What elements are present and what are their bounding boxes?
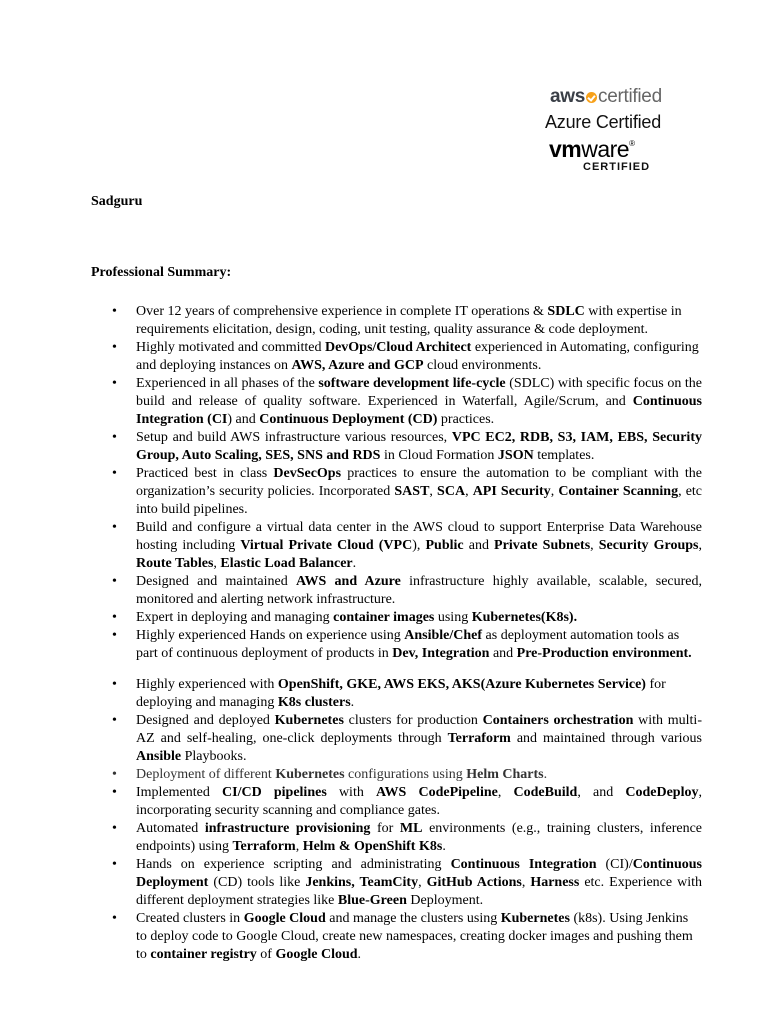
bullet-bold-text: CodeBuild bbox=[513, 785, 578, 800]
vmware-ware: ware bbox=[581, 136, 630, 162]
bullet-text: as deployment automation tools as part of continuous deployment of products in bbox=[136, 628, 680, 661]
bullet-text: , bbox=[698, 538, 703, 553]
summary-bullet bbox=[112, 784, 702, 820]
bullet-bold-text: API Security bbox=[472, 484, 551, 499]
bullet-bold-text: Container Scanning bbox=[558, 484, 679, 499]
bullet-text: templates. bbox=[533, 448, 595, 463]
bullet-bold-text: Private Subnets bbox=[494, 538, 591, 553]
bullet-text: Highly motivated and committed bbox=[136, 340, 325, 355]
bullet-text: . bbox=[350, 695, 355, 710]
bullet-bold-text: DevSecOps bbox=[273, 466, 342, 481]
bullet-bold-text: Ansible/Chef bbox=[404, 628, 483, 643]
bullet-text: . bbox=[352, 556, 357, 571]
bullet-text: Designed and maintained bbox=[136, 574, 296, 589]
summary-bullet bbox=[112, 519, 702, 573]
bullet-bold-text: Containers orchestration bbox=[482, 713, 634, 728]
bullet-text: (k8s). Using Jenkins to deploy code to Google Cloud, create new namespaces, creating docker images and pushing them to bbox=[136, 911, 693, 962]
bullet-text: experienced in Automating, configuring and deploying instances on bbox=[136, 340, 699, 373]
bullet-bold-text: Jenkins, TeamCity bbox=[305, 875, 419, 890]
bullet-bold-text: container images bbox=[333, 610, 435, 625]
bullet-text: , bbox=[295, 839, 303, 854]
bullet-text: infrastructure highly available, scalable, secured, monitored and alerting network infrastructure. bbox=[136, 574, 702, 607]
bullet-text: . bbox=[442, 839, 446, 854]
bullet-text: , bbox=[418, 875, 427, 890]
bullet-text: for deploying and managing bbox=[136, 677, 666, 710]
bullet-bold-text: Route Tables bbox=[136, 556, 214, 571]
bullet-text: Deployment of different bbox=[136, 767, 276, 782]
summary-bullet bbox=[112, 910, 702, 964]
bullet-text: with bbox=[326, 785, 376, 800]
summary-bullet bbox=[112, 429, 702, 465]
bullet-bold-text: Elastic Load Balancer bbox=[220, 556, 353, 571]
summary-bullet bbox=[112, 609, 702, 627]
bullet-bold-text: Kubernetes bbox=[275, 767, 345, 782]
bullet-bold-text: CI/CD pipelines bbox=[222, 785, 327, 800]
bullet-bold-text: SDLC bbox=[547, 304, 585, 319]
summary-bullet bbox=[112, 766, 702, 784]
bullet-bold-text: Blue-Green bbox=[337, 893, 407, 908]
summary-bullet bbox=[112, 573, 702, 609]
bullet-text: , bbox=[213, 556, 221, 571]
bullet-bold-text: OpenShift, GKE, AWS EKS, AKS(Azure Kubernetes Service) bbox=[277, 677, 646, 692]
bullet-text: and maintained through various bbox=[510, 731, 702, 746]
bullet-text: Expert in deploying and managing bbox=[136, 610, 334, 625]
vmware-certified-label: CERTIFIED bbox=[583, 161, 651, 173]
bullet-bold-text: Continuous Integration (CI bbox=[136, 394, 702, 427]
aws-wordmark: aws bbox=[550, 86, 586, 107]
bullet-text: cloud environments. bbox=[423, 358, 542, 373]
bullet-bold-text: Continuous Deployment bbox=[136, 857, 702, 890]
bullet-bold-text: ML bbox=[399, 821, 423, 836]
bullet-text: , bbox=[497, 785, 514, 800]
bullet-text: (SDLC) with specific focus on the build and release of quality software. Experienced in Waterfall, Agile/Scrum, and bbox=[136, 376, 702, 409]
bullet-text: Highly experienced Hands on experience using bbox=[136, 628, 405, 643]
bullet-bold-text: Kubernetes bbox=[274, 713, 344, 728]
bullet-text: . bbox=[543, 767, 548, 782]
bullet-bold-text: Helm & OpenShift K8s bbox=[302, 839, 443, 854]
bullet-bold-text: software development life-cycle bbox=[318, 376, 506, 391]
bullet-text: environments (e.g., training clusters, inference endpoints) using bbox=[136, 821, 702, 854]
bullet-text: ), bbox=[412, 538, 426, 553]
bullet-text: Automated bbox=[136, 821, 205, 836]
bullet-bold-text: Security Groups bbox=[598, 538, 699, 553]
bullet-text: Hands on experience scripting and administrating bbox=[136, 857, 451, 872]
bullet-bold-text: Pre-Production environment. bbox=[516, 646, 692, 661]
bullet-bold-text: AWS, Azure and GCP bbox=[291, 358, 424, 373]
bullet-bold-text: Terraform bbox=[232, 839, 296, 854]
bullet-text: Build and configure a virtual data center in the AWS cloud to support Enterprise Data Warehouse hosting including bbox=[136, 520, 702, 553]
bullet-bold-text: Public bbox=[425, 538, 464, 553]
bullet-text: practices. bbox=[437, 412, 495, 427]
bullet-text: Implemented bbox=[136, 785, 223, 800]
candidate-name: Sadguru bbox=[91, 194, 143, 209]
bullet-text: , bbox=[550, 484, 559, 499]
bullet-bold-text: AWS and Azure bbox=[295, 574, 401, 589]
bullet-text: in Cloud Formation bbox=[380, 448, 498, 463]
bullet-bold-text: Kubernetes(K8s). bbox=[471, 610, 578, 625]
bullet-text: , bbox=[521, 875, 531, 890]
bullet-bold-text: Helm Charts bbox=[466, 767, 544, 782]
bullet-bold-text: CodeDeploy bbox=[625, 785, 699, 800]
bullet-text: (CI)/ bbox=[596, 857, 633, 872]
bullet-text: and manage the clusters using bbox=[325, 911, 501, 926]
bullet-bold-text: Harness bbox=[530, 875, 580, 890]
bullet-text: of bbox=[256, 947, 276, 962]
bullet-bold-text: SCA bbox=[437, 484, 466, 499]
bullet-text: and bbox=[489, 646, 517, 661]
bullet-text: , and bbox=[577, 785, 626, 800]
bullet-text: with multi-AZ and self-healing, one-click deployments through bbox=[136, 713, 702, 746]
summary-bullet bbox=[112, 676, 702, 712]
bullet-text: Created clusters in bbox=[136, 911, 244, 926]
summary-bullet bbox=[112, 856, 702, 910]
bullet-text: Experienced in all phases of the bbox=[136, 376, 319, 391]
bullet-bold-text: Google Cloud bbox=[275, 947, 358, 962]
bullet-text: using bbox=[434, 610, 472, 625]
check-badge-icon bbox=[586, 92, 597, 103]
aws-certified-logo bbox=[550, 86, 662, 108]
bullet-text: , bbox=[429, 484, 438, 499]
summary-bullet bbox=[112, 303, 702, 339]
bullet-text: ) and bbox=[227, 412, 260, 427]
bullet-text: Highly experienced with bbox=[136, 677, 278, 692]
bullet-bold-text: SAST bbox=[394, 484, 430, 499]
bullet-text: . bbox=[357, 947, 362, 962]
bullet-bold-text: DevOps/Cloud Architect bbox=[324, 340, 472, 355]
bullet-bold-text: Terraform bbox=[447, 731, 511, 746]
summary-bullet bbox=[112, 375, 702, 429]
bullet-text: Designed and deployed bbox=[136, 713, 275, 728]
summary-bullet bbox=[112, 712, 702, 766]
bullet-text: Practiced best in class bbox=[136, 466, 274, 481]
summary-bullet bbox=[112, 339, 702, 375]
bullet-bold-text: Ansible bbox=[136, 749, 182, 764]
bullet-text: Setup and build AWS infrastructure various resources, bbox=[136, 430, 452, 445]
bullet-bold-text: infrastructure provisioning bbox=[204, 821, 371, 836]
aws-certified-label: certified bbox=[598, 86, 662, 107]
bullet-bold-text: AWS CodePipeline bbox=[376, 785, 498, 800]
bullet-text: Deployment. bbox=[406, 893, 484, 908]
bullet-text: , bbox=[590, 538, 599, 553]
bullet-bold-text: container registry bbox=[150, 947, 257, 962]
summary-bullet bbox=[112, 465, 702, 519]
bullet-text: clusters for production bbox=[343, 713, 483, 728]
bullet-bold-text: Continuous Integration bbox=[450, 857, 597, 872]
bullet-text: Playbooks. bbox=[181, 749, 247, 764]
summary-bullet bbox=[112, 820, 702, 856]
bullet-text: , bbox=[465, 484, 473, 499]
bullet-bold-text: VPC EC2, RDB, S3, IAM, EBS, Security Group, Auto Scaling, SES, SNS and RDS bbox=[136, 430, 702, 463]
bullet-bold-text: GitHub Actions bbox=[426, 875, 522, 890]
bullet-text: Over 12 years of comprehensive experience in complete IT operations & bbox=[136, 304, 548, 319]
bullet-text: with expertise in requirements elicitation, design, coding, unit testing, quality assurance & code deployment. bbox=[136, 304, 682, 337]
bullet-bold-text: Continuous Deployment (CD) bbox=[259, 412, 438, 427]
bullet-text: etc. Experience with different deployment strategies like bbox=[136, 875, 702, 908]
section-heading-professional-summary: Professional Summary: bbox=[91, 265, 232, 280]
bullet-bold-text: Dev, Integration bbox=[392, 646, 490, 661]
bullet-bold-text: JSON bbox=[497, 448, 534, 463]
bullet-text: configurations using bbox=[344, 767, 467, 782]
bullet-bold-text: K8s clusters bbox=[277, 695, 351, 710]
bullet-bold-text: Kubernetes bbox=[500, 911, 570, 926]
bullet-text: (CD) tools like bbox=[208, 875, 306, 890]
vmware-registered-mark: ® bbox=[629, 139, 635, 148]
bullet-bold-text: Google Cloud bbox=[243, 911, 326, 926]
bullet-text: , etc into build pipelines. bbox=[136, 484, 703, 517]
bullet-text: and bbox=[463, 538, 495, 553]
bullet-text: practices to ensure the automation to be compliant with the organization’s security policies. Incorporated bbox=[136, 466, 702, 499]
vmware-vm: vm bbox=[549, 136, 582, 162]
bullet-text: for bbox=[370, 821, 400, 836]
summary-bullet-list bbox=[112, 303, 702, 964]
vmware-logo bbox=[549, 136, 635, 163]
summary-bullet bbox=[112, 627, 702, 663]
bullet-bold-text: Virtual Private Cloud (VPC bbox=[240, 538, 413, 553]
bullet-text: , incorporating security scanning and compliance gates. bbox=[136, 785, 702, 818]
azure-certified-label: Azure Certified bbox=[545, 112, 662, 132]
